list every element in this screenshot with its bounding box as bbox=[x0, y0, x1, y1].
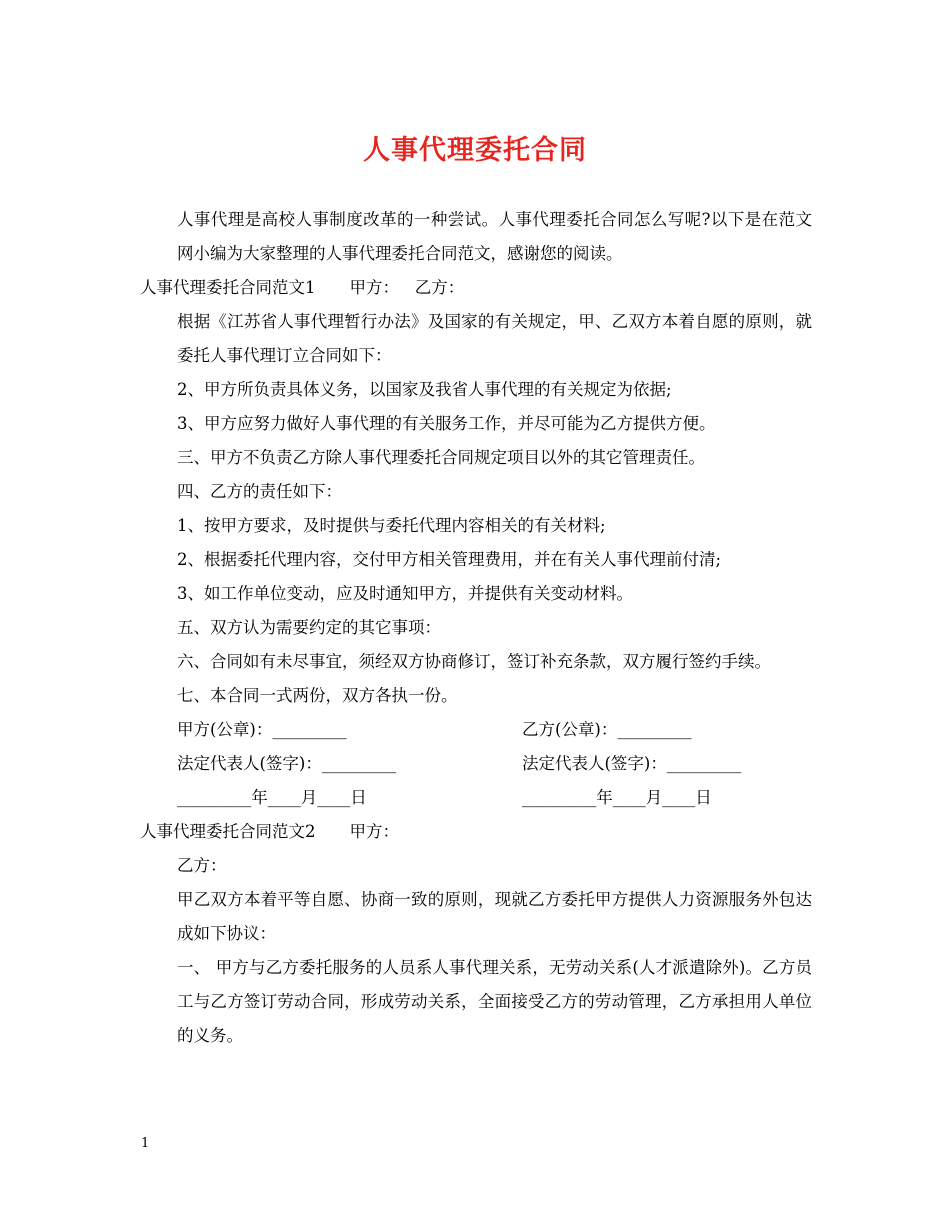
sample2-heading: 人事代理委托合同范文2 bbox=[140, 822, 316, 841]
agreement-paragraph: 甲乙双方本着平等自愿、协商一致的原则，现就乙方委托甲方提供人力资源服务外包达成如下协议： bbox=[177, 890, 812, 943]
clause-1: 一、 甲方与乙方委托服务的人员系人事代理关系，无劳动关系(人才派遣除外)。乙方员工与乙方签订劳动合同，形成劳动关系，全面接受乙方的劳动管理，乙方承担用人单位的义务。 bbox=[177, 958, 812, 1045]
document-body bbox=[140, 203, 812, 1053]
sample1-party-b: 乙方： bbox=[414, 278, 465, 297]
clause-a3: 3、甲方应努力做好人事代理的有关服务工作，并尽可能为乙方提供方便。 bbox=[177, 414, 716, 433]
page-number: 1 bbox=[141, 1136, 150, 1151]
party-a-date-field: _________年____月____日 bbox=[177, 788, 367, 807]
signature-date-row bbox=[140, 781, 812, 815]
sample2-party-a: 甲方： bbox=[349, 822, 399, 841]
clause-3: 三、甲方不负责乙方除人事代理委托合同规定项目以外的其它管理责任。 bbox=[177, 448, 705, 467]
basis-paragraph: 根据《江苏省人事代理暂行办法》及国家的有关规定，甲、乙双方本着自愿的原则，就委托人事代理订立合同如下： bbox=[177, 312, 812, 365]
sample2-party-b: 乙方： bbox=[177, 856, 227, 875]
signature-seal-row bbox=[140, 713, 812, 747]
clause-5: 五、双方认为需要约定的其它事项： bbox=[177, 618, 441, 637]
party-a-rep-field: 法定代表人(签字)：_________ bbox=[177, 754, 397, 773]
clause-b1: 1、按甲方要求，及时提供与委托代理内容相关的有关材料; bbox=[177, 516, 606, 535]
clause-b3: 3、如工作单位变动，应及时通知甲方，并提供有关变动材料。 bbox=[177, 584, 633, 603]
sample2-heading-line bbox=[140, 815, 812, 849]
sample1-heading: 人事代理委托合同范文1 bbox=[140, 278, 316, 297]
clause-b2: 2、根据委托代理内容，交付甲方相关管理费用，并在有关人事代理前付清; bbox=[177, 550, 722, 569]
clause-7: 七、本合同一式两份，双方各执一份。 bbox=[177, 686, 458, 705]
sample1-heading-line bbox=[140, 271, 812, 305]
party-a-seal-field: 甲方(公章)：_________ bbox=[177, 720, 347, 739]
intro-paragraph: 人事代理是高校人事制度改革的一种尝试。人事代理委托合同怎么写呢?以下是在范文网小编为大家整理的人事代理委托合同范文，感谢您的阅读。 bbox=[177, 210, 812, 263]
sample1-party-a: 甲方： bbox=[349, 278, 399, 297]
signature-rep-row bbox=[140, 747, 812, 781]
clause-4: 四、乙方的责任如下： bbox=[177, 482, 342, 501]
party-b-seal-field: 乙方(公章)：_________ bbox=[522, 720, 692, 739]
clause-6: 六、合同如有未尽事宜，须经双方协商修订，签订补充条款，双方履行签约手续。 bbox=[177, 652, 771, 671]
document-title: 人事代理委托合同 bbox=[363, 135, 587, 166]
party-b-date-field: _________年____月____日 bbox=[522, 788, 712, 807]
clause-a2: 2、甲方所负责具体义务，以国家及我省人事代理的有关规定为依据; bbox=[177, 380, 672, 399]
party-b-rep-field: 法定代表人(签字)：_________ bbox=[522, 754, 742, 773]
